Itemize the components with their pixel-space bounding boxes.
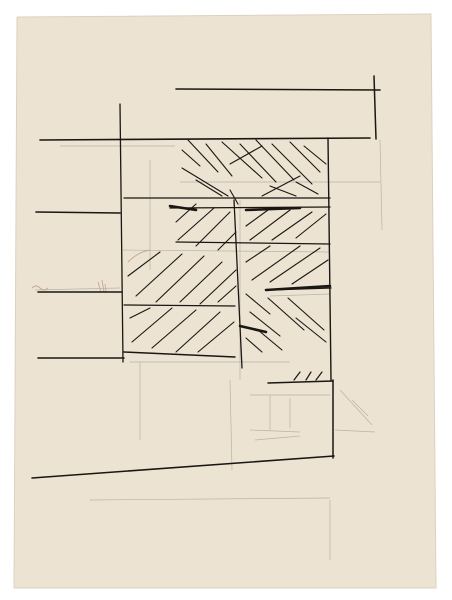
paper-sheet bbox=[14, 14, 436, 588]
